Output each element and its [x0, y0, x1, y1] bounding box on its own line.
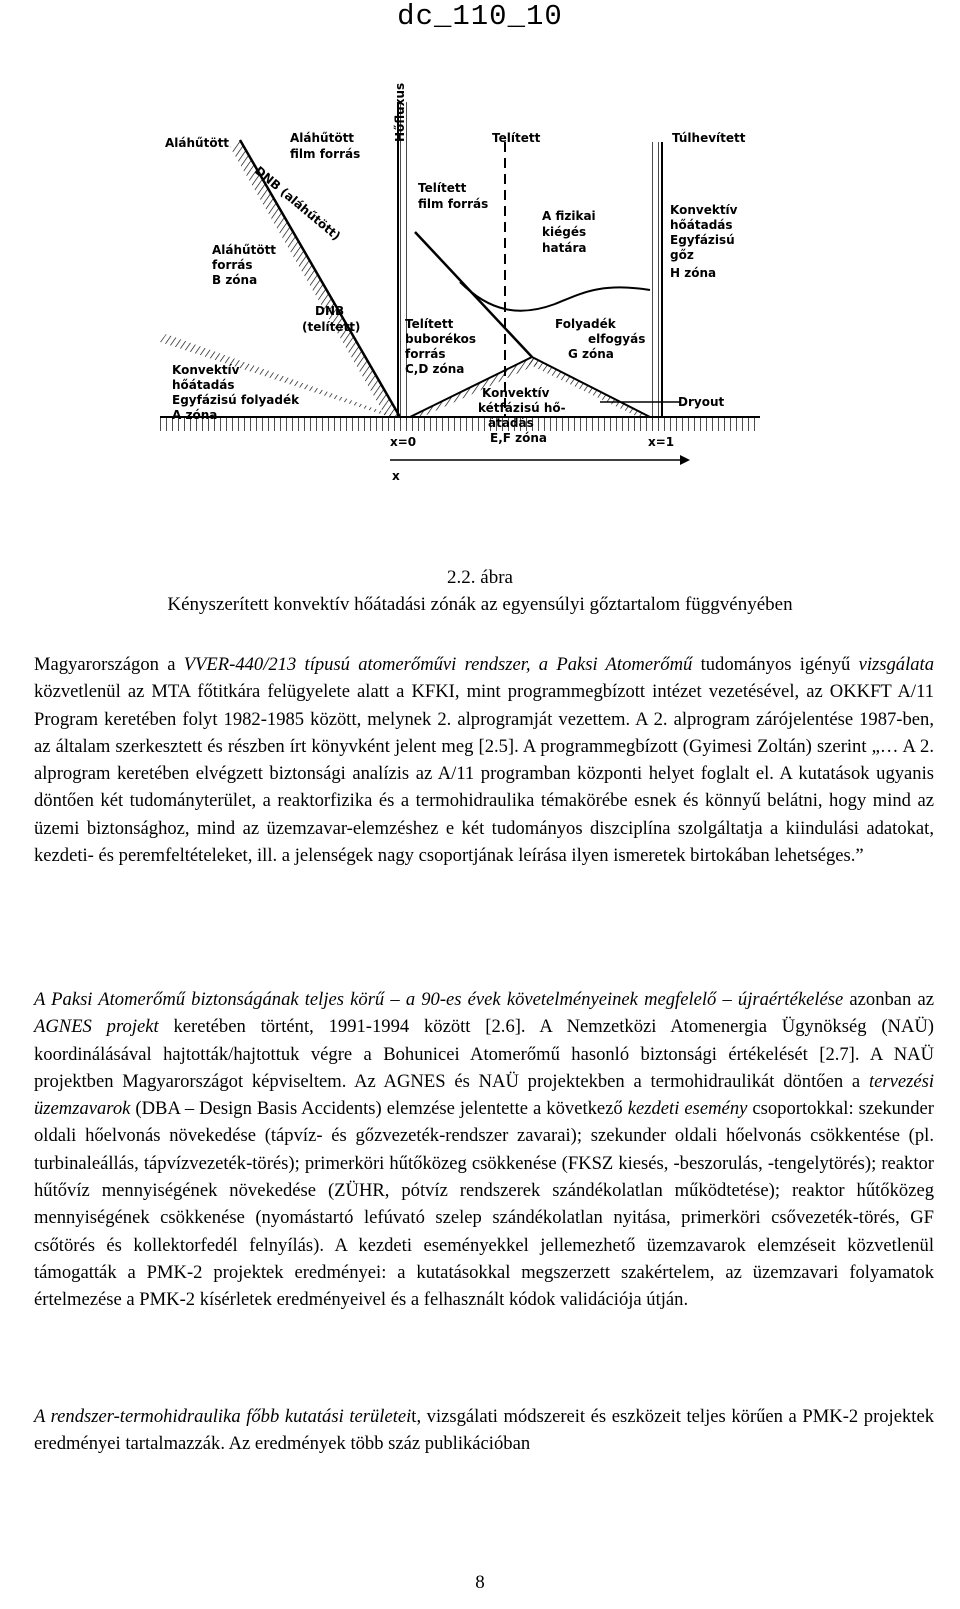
label-tel-bub-3: forrás — [405, 347, 446, 361]
label-tel-bub-1: Telített — [405, 317, 454, 331]
label-fizikai-3: határa — [542, 241, 587, 255]
label-telitett-film-1: Telített — [418, 181, 467, 195]
label-folyadek-1: Folyadék — [555, 317, 616, 331]
label-konv-ef-2: kétfázisú hő- — [478, 401, 566, 415]
p1-italic-1: VVER-440/213 típusú atomerőművi rendszer, a Paksi Atomerőmű — [183, 654, 693, 675]
label-hofluxus: Hőfluxus — [393, 82, 407, 142]
label-fizikai-2: kiégés — [542, 225, 587, 239]
p2-text-3: (DBA – Design Basis Accidents) elemzése jelentette a következő — [130, 1098, 628, 1120]
p1-text-1: Magyarországon a — [34, 654, 184, 675]
label-tel-bub-2: buborékos — [405, 332, 477, 346]
p2-italic-1: A Paksi Atomerőmű biztonságának teljes körű – a 90-es évek követelményeinek megfelelő – újraértékelése — [34, 989, 844, 1010]
heat-transfer-zones-figure — [160, 72, 760, 512]
p1-italic-2: vizsgálata — [858, 654, 935, 675]
label-konv-h-5: H zóna — [670, 266, 717, 280]
p2-text-2: keretében történt, 1991-1994 között [2.6]. A Nemzetközi Atomenergia Ügynökség (NAÜ) koordinálásával hajtották/hajtottuk végre a Bohunicei Atomerőmű hasonló biztonsági értékelését [2.7]. A NAÜ projektben Magyarországot képviseltem. Az AGNES és NAÜ projektekben a termohidraulikát döntően a — [34, 1016, 935, 1092]
label-dnb-telitett-1: DNB — [315, 304, 345, 318]
hatched-baseline — [160, 417, 760, 431]
p2-italic-2: AGNES projekt — [34, 1016, 159, 1038]
label-alahutott-film-2: film forrás — [290, 147, 361, 161]
label-dnb-alahutott: DNB (aláhűtött) — [252, 163, 344, 244]
label-konv-a-3: Egyfázisú folyadék — [172, 393, 300, 407]
label-konv-a-1: Konvektív — [172, 363, 240, 377]
label-folyadek-3: G zóna — [568, 347, 614, 361]
label-konv-ef-4: E,F zóna — [490, 431, 547, 445]
paragraph-2 — [34, 986, 934, 1314]
label-telitett-top: Telített — [492, 131, 541, 145]
x1-wall — [650, 142, 662, 420]
label-konv-ef-3: átadás — [488, 416, 534, 430]
p2-italic-3: tervezési üzemzavarok — [34, 1070, 934, 1120]
label-alahutott-film-1: Aláhűtött — [290, 131, 355, 145]
label-telitett-film-2: film forrás — [418, 197, 489, 211]
label-alahutott: Aláhűtött — [165, 136, 230, 150]
figure-caption: Kényszerített konvektív hőátadási zónák az egyensúlyi gőztartalom függvényében — [167, 594, 793, 615]
label-alah-forras-2: forrás — [212, 258, 253, 272]
label-dryout: Dryout — [678, 395, 725, 409]
x-axis-arrow — [680, 455, 690, 465]
p1-text-2: tudományos igényű — [692, 654, 859, 675]
label-konv-h-4: gőz — [670, 248, 694, 262]
label-tulhevitett: Túlhevített — [672, 131, 746, 145]
label-alah-forras-3: B zóna — [212, 273, 258, 287]
label-x1: x=1 — [648, 435, 675, 449]
label-konv-h-3: Egyfázisú — [670, 233, 735, 247]
p1-text-3: közvetlenül az MTA főtitkára felügyelete alatt a KFKI, mint programmegbízott intézet vezetésével, az OKKFT A/11 Program keretében folyt 1982-1985 között, melynek 2. alprogramját vezettem. A 2. alprogram zárójelentése 1987-ben, az általam szerkesztett és részben írt könyvként jelent meg [2.5]. A programmegbízott (Gyimesi Zoltán) szerint „… A 2. alprogram keretében elvégzett biztonsági analízis az A/11 programban központi helyet foglalt el. A kutatások ugyanis döntően két tudományterület, a reaktorfizika és a termohidraulika témakörébe esnek és könnyű belátni, hogy mind az üzemi biztonsághoz, mind az üzemzavar-elemzéshez e két tudományos diszciplína szolgáltatja a kiindulási adatokat, kezdeti- és peremfeltételeket, ill. a jelenségek nagy csoportjának leírása ilyen ismeretek birtokában lehetséges.” — [34, 681, 934, 867]
p2-text-1: azonban az — [843, 989, 934, 1010]
label-konv-h-1: Konvektív — [670, 203, 738, 217]
p3-text-1: t, vizsgálati módszereit és eszközeit teljes körűen a PMK-2 projektek eredményei tartalmazzák. Az eredmények több száz publikációban — [34, 1406, 934, 1455]
label-alah-forras-1: Aláhűtött — [212, 243, 277, 257]
label-folyadek-2: elfogyás — [588, 332, 646, 346]
label-tel-bub-4: C,D zóna — [405, 362, 465, 376]
label-konv-ef-1: Konvektív — [482, 386, 550, 400]
document-id: dc_110_10 — [397, 0, 563, 33]
label-konv-h-2: hőátadás — [670, 218, 733, 232]
label-x0: x=0 — [390, 435, 417, 449]
paragraph-3 — [34, 1403, 934, 1458]
label-fizikai-1: A fizikai — [542, 209, 596, 223]
p2-text-4: csoportokkal: szekunder oldali hőelvonás növekedése (tápvíz- és gőzvezeték-rendszer zavarai); szekunder oldali hőelvonás csökkentése (pl. turbinaleállás, tápvízvezeték-törés); primerköri hűtőközeg csökkenése (FKSZ kiesés, -beszorulás, -tengelytörés); reaktor hűtővíz mennyiségének növekedése (ZÜHR, pótvíz rendszerek szándékolatlan működtetése); reaktor hűtőközeg mennyiségének csökkenése (nyomástartó lefúvató szelep szándékolatlan nyitása, primerköri csővezeték-törés, GF csőtörés és kollektorfedél felnyílás). A kezdeti eseményekkel jellemezhető üzemzavarok elemzéseit közvetlenül támogatták a PMK-2 projektek eredményei: a kutatásokkal megszerzett szakértelem, az üzemzavari folyamatok értelmezése a PMK-2 kísérletek eredményeivel és a felhasznált kódok validációja útján. — [34, 1098, 935, 1311]
figure-number: 2.2. ábra — [447, 567, 513, 588]
p3-italic-1: A rendszer-termohidraulika főbb kutatási területei — [34, 1406, 412, 1427]
page-number: 8 — [475, 1572, 485, 1593]
burnout-limit-curve — [460, 282, 650, 311]
label-konv-a-2: hőátadás — [172, 378, 235, 392]
paragraph-1 — [34, 651, 934, 869]
label-dnb-telitett-2: (telített) — [302, 320, 361, 334]
figure-drawing — [160, 72, 760, 512]
label-x-axis: x — [392, 469, 400, 483]
label-konv-a-4: A zóna — [172, 408, 218, 422]
p2-italic-4: kezdeti esemény — [627, 1098, 748, 1120]
